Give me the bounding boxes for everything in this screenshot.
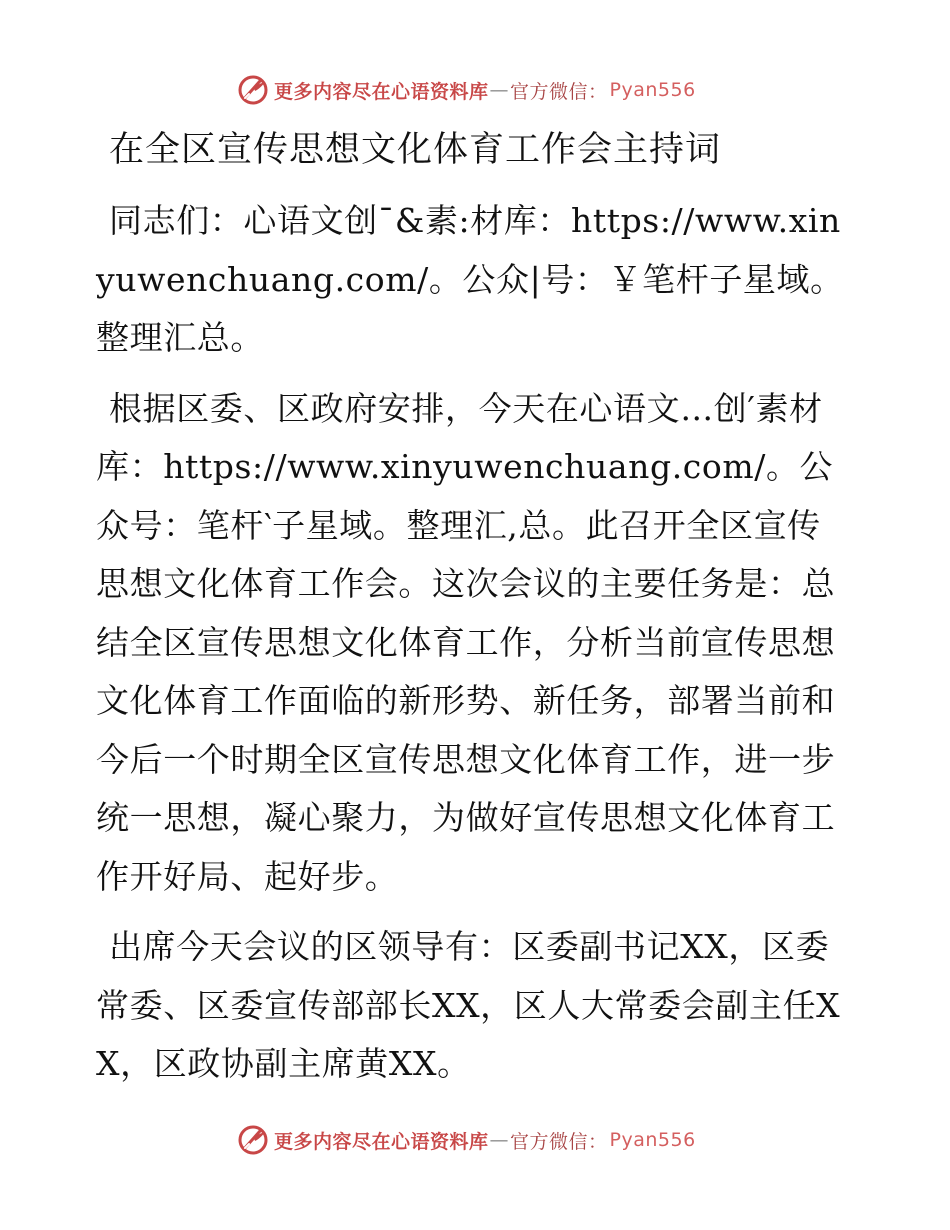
header-banner-wechat: 官方微信： [510, 80, 608, 103]
paragraph-meeting-purpose: 根据区委、区政府安排，今天在心语文…创′素材库：https://www.xinyuwenchuang.com/。公众号：笔杆‵子星域。整理汇,总。此召开全区宣传思想文化体育工作会。这次会议的主要任务是：总结全区宣传思想文化体育工作，分析当前宣传思想文化体育工作面临的新形势、新任务，部署当前和今后一个时期全区宣传思想文化体育工作，进一步统一思想，凝心聚力，为做好宣传思想文化体育工作开好局、起好步。 [96, 388, 836, 896]
footer-banner-id: Pyan556 [609, 1129, 696, 1151]
footer-banner-dash: — [489, 1129, 510, 1151]
header-banner-main: 更多内容尽在心语资料库 [274, 80, 489, 103]
footer-banner-wechat: 官方微信： [510, 1130, 608, 1153]
header-banner-text [274, 77, 696, 104]
footer-banner [236, 1120, 716, 1160]
document-content [96, 120, 848, 1106]
footer-banner-text [274, 1127, 696, 1154]
red-quill-logo-icon [236, 1123, 270, 1157]
footer-banner-main: 更多内容尽在心语资料库 [274, 1130, 489, 1153]
header-banner-dash: — [489, 79, 510, 101]
red-quill-logo-icon [236, 73, 270, 107]
header-banner [236, 70, 716, 110]
document-title: 在全区宣传思想文化体育工作会主持词 [109, 130, 722, 170]
paragraph-attending-leaders: 出席今天会议的区领导有：区委副书记XX，区委常委、区委宣传部部长XX，区人大常委会副主任XX，区政协副主席黄XX。 [96, 927, 841, 1083]
paragraph-greeting: 同志们：心语文创¯&素:材库：https://www.xinyuwenchuang.com/。公众|号：￥笔杆子星域。整理汇总。 [96, 201, 844, 357]
header-banner-id: Pyan556 [609, 79, 696, 101]
